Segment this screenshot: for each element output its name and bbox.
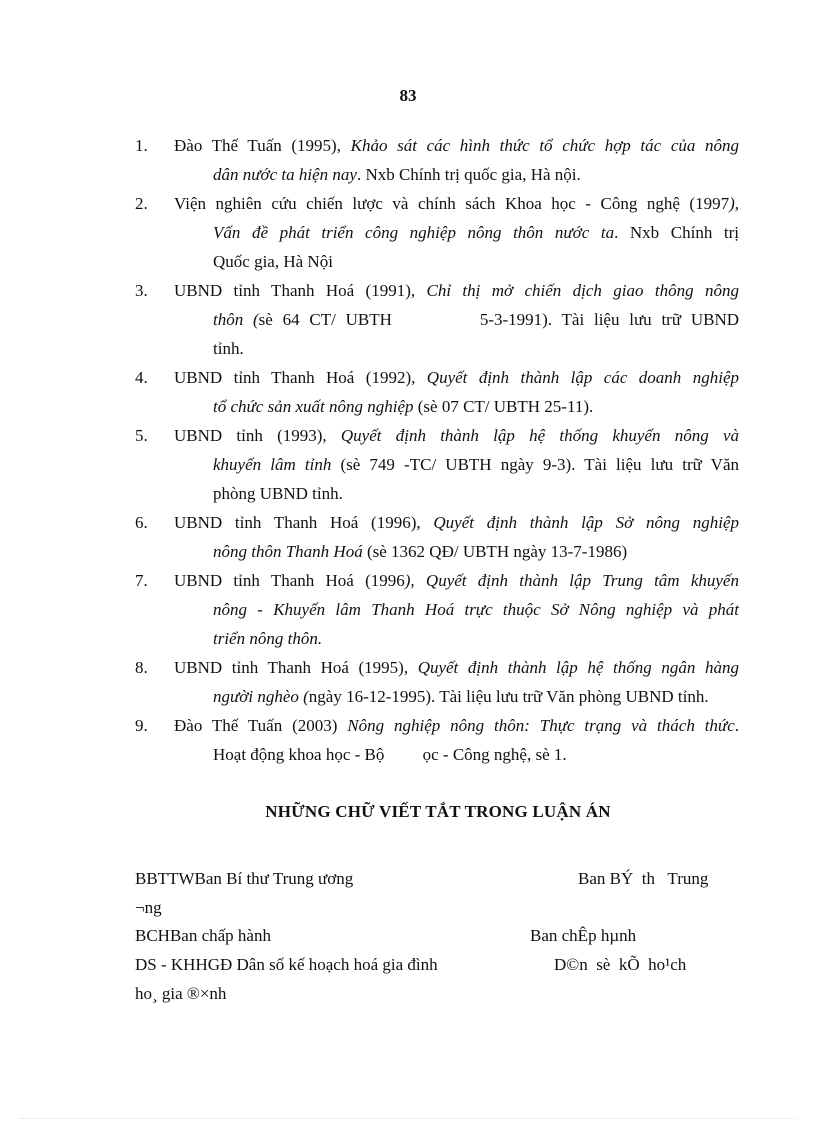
reference-text: UBND tỉnh Thanh Hoá (1995), (174, 658, 418, 677)
abbreviation-term: BCHBan chấp hành (135, 926, 271, 945)
reference-title-text: Chỉ thị mở chiến dịch giao thông nông (426, 281, 739, 300)
reference-title-text: Nông nghiệp nông thôn: Thực trạng và thách thức (347, 716, 735, 735)
reference-line (135, 276, 739, 305)
reference-title-text: ), (729, 194, 739, 213)
reference-title-text: triển nông thôn. (213, 629, 323, 648)
abbreviation-expansion: D©n sè kÕ ho¹ch (554, 955, 687, 974)
reference-line (135, 189, 739, 218)
reference-line (135, 247, 739, 276)
reference-item (135, 508, 739, 566)
reference-text: . Nxb Chính trị quốc gia, Hà nội. (356, 165, 581, 184)
reference-number: 8. (135, 658, 148, 677)
reference-line (135, 595, 739, 624)
reference-text: UBND tỉnh Thanh Hoá (1996), (174, 513, 434, 532)
reference-item (135, 421, 739, 508)
reference-number: 1. (135, 136, 148, 155)
abbreviation-term: BBTTWBan Bí thư Trung ương (135, 869, 354, 888)
reference-text: Quốc gia, Hà Nội (213, 252, 333, 271)
reference-line (135, 334, 739, 363)
reference-line (135, 305, 739, 334)
reference-item (135, 653, 739, 711)
reference-text: Hoạt động khoa học - Bộ ọc - Công nghệ, sè 1. (213, 745, 567, 764)
reference-text: tỉnh. (213, 339, 244, 358)
abbreviation-expansion: Ban chÊp hµnh (530, 926, 637, 945)
reference-line (135, 508, 739, 537)
reference-text: Viện nghiên cứu chiến lược và chính sách Khoa học - Công nghệ (1997 (174, 194, 730, 213)
reference-text: Đào Thế Tuấn (1995), (174, 136, 351, 155)
abbreviation-expansion: Ban BÝ th Trung (578, 869, 709, 888)
reference-text: UBND tỉnh Thanh Hoá (1996 (174, 571, 405, 590)
reference-text: phòng UBND tỉnh. (213, 484, 343, 503)
reference-line (135, 160, 739, 189)
reference-title-text: Quyết định thành lập hệ thống khuyến nông và (340, 426, 739, 445)
abbreviation-continuation: ¬ng (135, 898, 162, 917)
reference-line (135, 537, 739, 566)
reference-item (135, 131, 739, 189)
reference-item (135, 711, 739, 769)
reference-number: 5. (135, 426, 148, 445)
page-bottom-divider (20, 1118, 796, 1119)
reference-number: 9. (135, 716, 148, 735)
reference-line (135, 131, 739, 160)
reference-title-text: dân nước ta hiện nay (213, 165, 357, 184)
reference-line (135, 479, 739, 508)
abbreviation-term: DS - KHHGĐ Dân số kế hoạch hoá gia đình (135, 955, 438, 974)
reference-line (135, 682, 739, 711)
reference-title-text: Vấn đề phát triển công nghiệp nông thôn nước ta (213, 223, 615, 242)
reference-line (135, 711, 739, 740)
abbreviation-continuation: ho¸ gia ®×nh (135, 984, 227, 1003)
reference-line (135, 218, 739, 247)
reference-line (135, 566, 739, 595)
reference-line (135, 740, 739, 769)
reference-line (135, 421, 739, 450)
page-number: 83 (399, 86, 417, 105)
reference-title-text: Quyết định thành lập các doanh nghiệp (426, 368, 739, 387)
reference-text: (sè 749 -TC/ UBTH ngày 9-3). Tài liệu lưu trữ Văn (331, 455, 739, 474)
reference-line (135, 624, 739, 653)
reference-item (135, 189, 739, 276)
reference-title-text: người nghèo ( (213, 687, 309, 706)
reference-text: sè 64 CT/ UBTH 5-3-1991). Tài liệu lưu trữ UBND (258, 310, 739, 329)
reference-line (135, 392, 739, 421)
reference-title-text: Khảo sát các hình thức tổ chức hợp tác của nông (350, 136, 739, 155)
reference-title-text: khuyến lâm tỉnh (213, 455, 332, 474)
reference-number: 7. (135, 571, 148, 590)
reference-line (135, 363, 739, 392)
reference-text: (sè 07 CT/ UBTH 25-11). (413, 397, 594, 416)
reference-title-text: Quyết định thành lập Sở nông nghiệp (433, 513, 739, 532)
reference-item (135, 566, 739, 653)
reference-item (135, 276, 739, 363)
reference-title-text: Quyết định thành lập hệ thống ngân hàng (417, 658, 739, 677)
reference-text: (sè 1362 QĐ/ UBTH ngày 13-7-1986) (362, 542, 628, 561)
reference-line (135, 450, 739, 479)
reference-title-text: thôn ( (213, 310, 259, 329)
reference-title-text: ), Quyết định thành lập Trung tâm khuyến (404, 571, 739, 590)
reference-number: 2. (135, 194, 148, 213)
reference-title-text: tổ chức sản xuất nông nghiệp (213, 397, 414, 416)
reference-text: UBND tỉnh Thanh Hoá (1992), (174, 368, 427, 387)
reference-text: UBND tỉnh Thanh Hoá (1991), (174, 281, 427, 300)
abbreviations-heading: NHỮNG CHỮ VIẾT TẮT TRONG LUẬN ÁN (265, 802, 611, 821)
reference-text: ngày 16-12-1995). Tài liệu lưu trữ Văn phòng UBND tỉnh. (308, 687, 709, 706)
reference-number: 4. (135, 368, 148, 387)
reference-text: Đào Thế Tuấn (2003) (174, 716, 348, 735)
reference-item (135, 363, 739, 421)
reference-title-text: nông thôn Thanh Hoá (213, 542, 363, 561)
reference-line (135, 653, 739, 682)
reference-text: . Nxb Chính trị (614, 223, 739, 242)
reference-text: . (734, 716, 739, 735)
reference-number: 3. (135, 281, 148, 300)
reference-number: 6. (135, 513, 148, 532)
reference-title-text: nông - Khuyến lâm Thanh Hoá trực thuộc Sở Nông nghiệp và phát (213, 600, 739, 619)
reference-text: UBND tỉnh (1993), (174, 426, 341, 445)
